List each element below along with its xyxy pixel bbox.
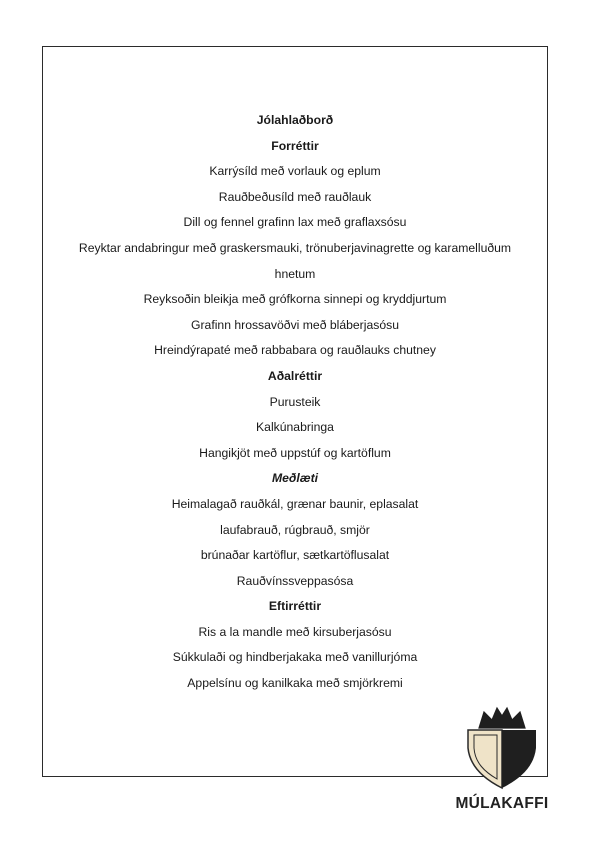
menu-item: Purusteik (269, 394, 321, 409)
menu-title: Jólahlaðborð (256, 113, 334, 127)
menu-item: Appelsínu og kanilkaka með smjörkremi (187, 676, 403, 691)
menu-item: brúnaðar kartöflur, sætkartöflusalat (200, 548, 390, 563)
section-heading-forrettir: Forréttir (271, 138, 319, 153)
logo-wordmark: MÚLAKAFFI (455, 795, 549, 812)
menu-item: laufabrauð, rúgbrauð, smjör (220, 522, 370, 537)
menu-item: Reyktar andabringur með graskersmauki, trönuberjavinagrette og karamelluðum (78, 240, 512, 255)
menu-item: Rauðbeðusíld með rauðlauk (218, 189, 372, 204)
section-heading-adalrettir: Aðalréttir (267, 368, 323, 383)
section-heading-eftirrettir: Eftirréttir (268, 599, 322, 614)
menu-item: Hangikjöt með uppstúf og kartöflum (199, 445, 391, 460)
menu-item: Kalkúnabringa (256, 420, 334, 435)
menu-item: Ris a la mandle með kirsuberjasósu (198, 624, 392, 639)
menu-item: Reyksoðin bleikja með grófkorna sinnepi og kryddjurtum (143, 292, 447, 307)
mulakaffi-logo (450, 706, 554, 816)
menu-item: hnetum (274, 266, 316, 281)
menu-item: Grafinn hrossavöðvi með bláberjasósu (191, 317, 399, 332)
section-heading-medlaeti: Meðlæti (271, 471, 319, 486)
menu-content (43, 108, 547, 697)
menu-frame (42, 46, 548, 777)
menu-item: Karrýsíld með vorlauk og eplum (209, 164, 381, 179)
menu-item: Heimalagað rauðkál, grænar baunir, eplasalat (171, 496, 419, 511)
menu-item: Dill og fennel grafinn lax með graflaxsósu (183, 215, 407, 230)
crown-shape (479, 708, 525, 728)
crowned-shield-icon (464, 706, 540, 792)
menu-item: Súkkulaði og hindberjakaka með vanillurjóma (172, 650, 418, 665)
menu-item: Rauðvínssveppasósa (236, 573, 354, 588)
menu-item: Hreindýrapaté með rabbabara og rauðlauks chutney (154, 343, 436, 358)
shield-right (502, 730, 536, 788)
